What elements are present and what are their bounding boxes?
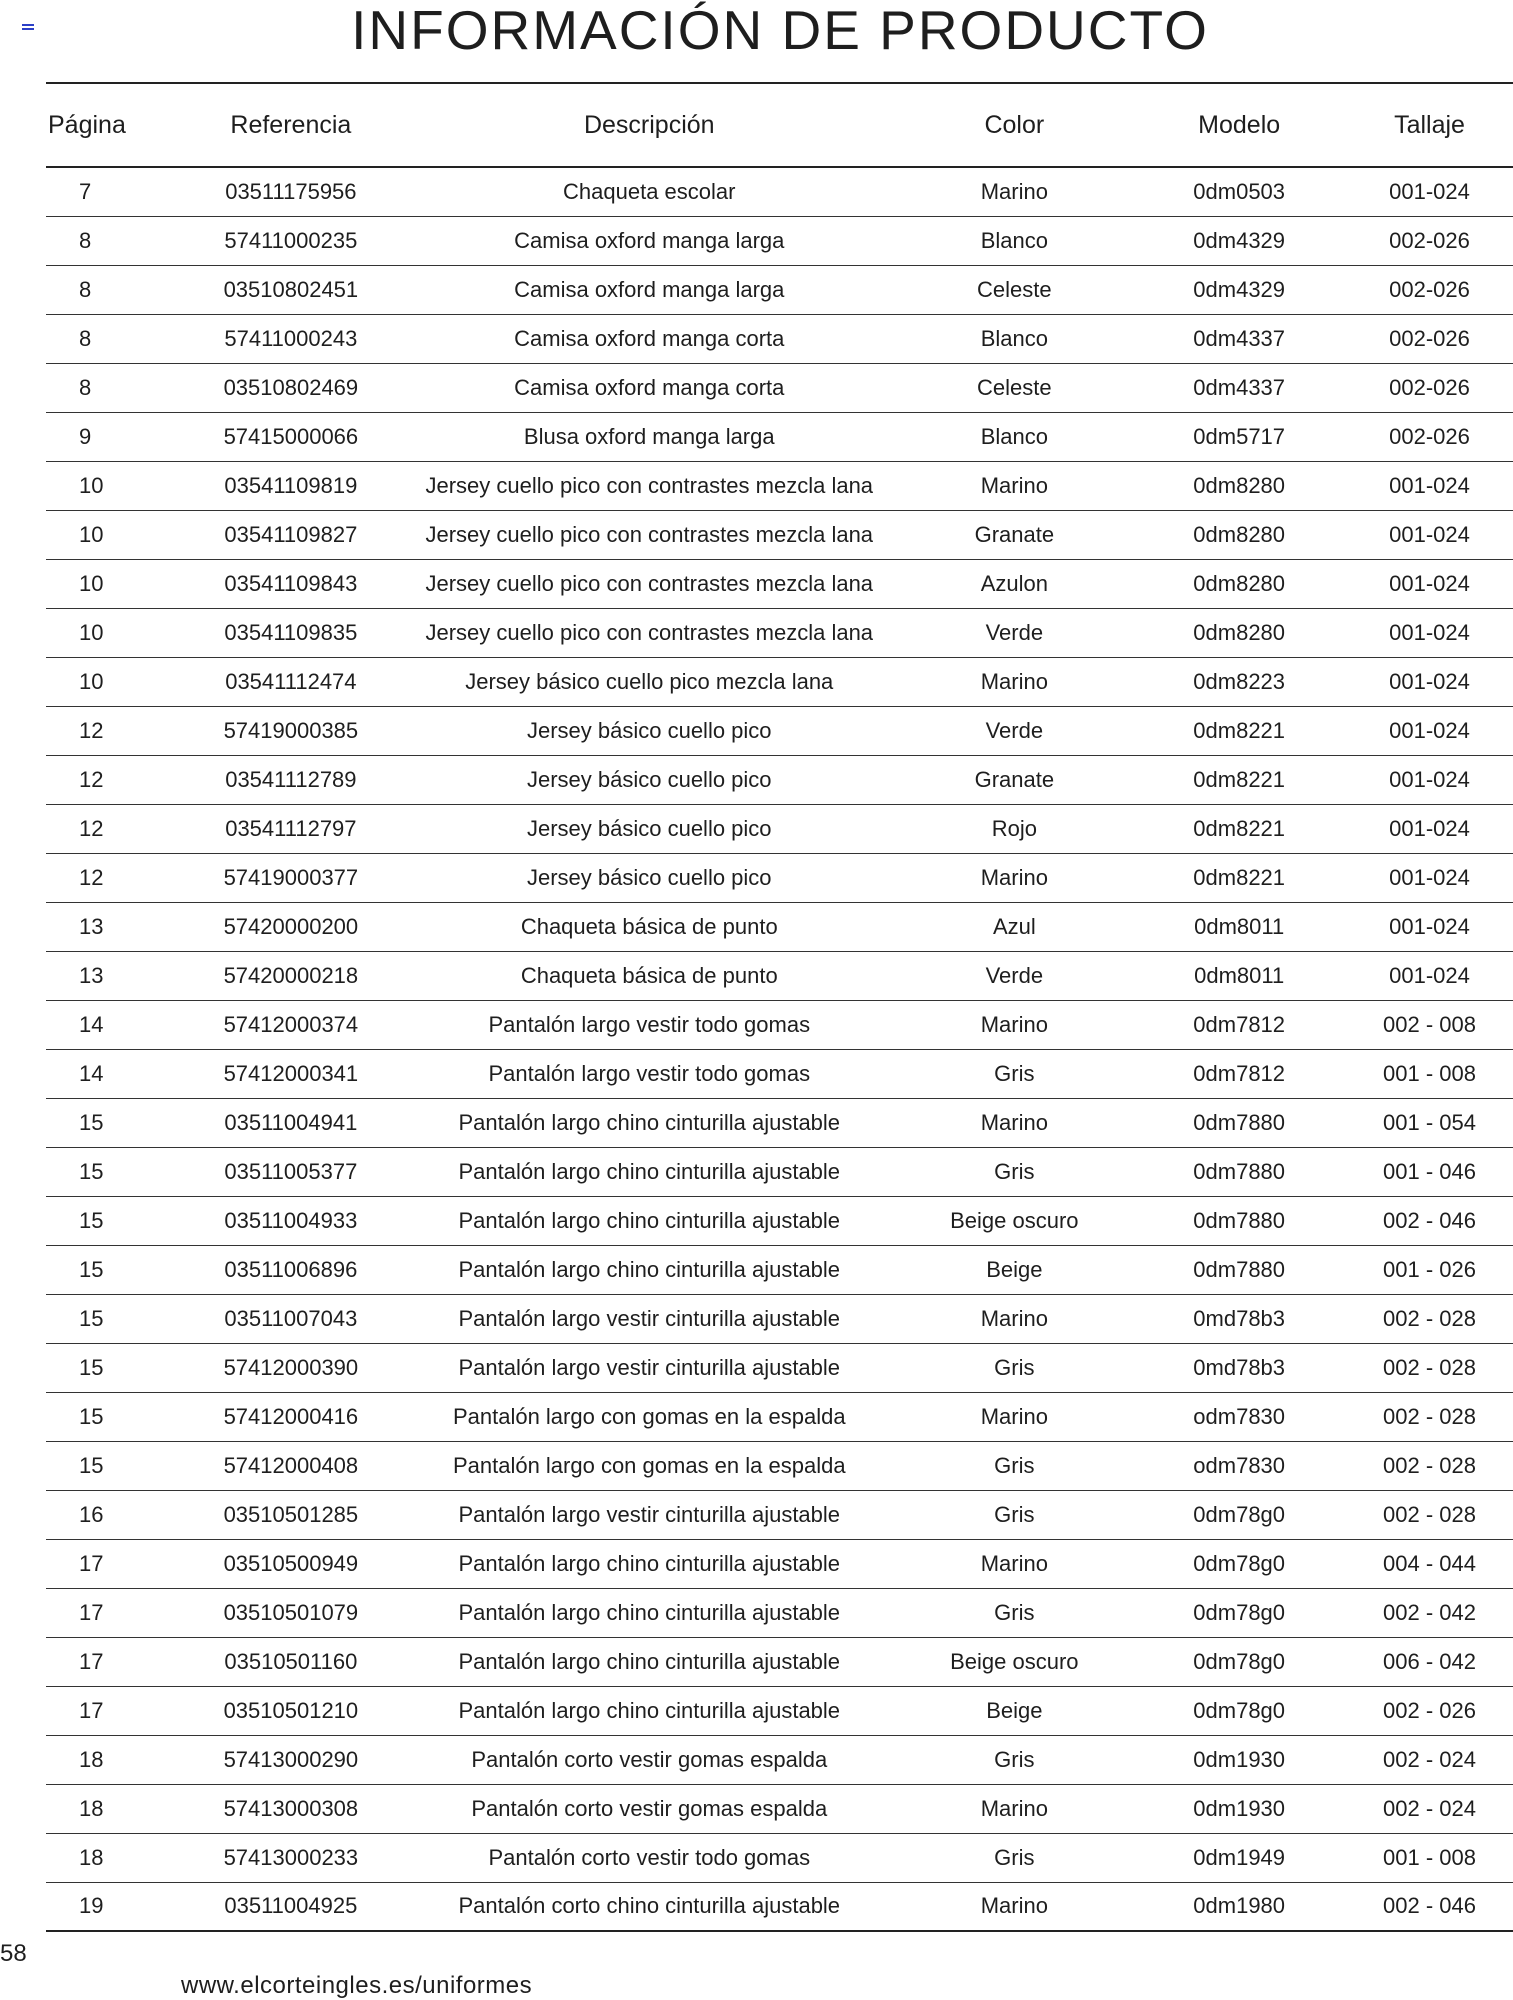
cell-modelo: 0dm8221 bbox=[1193, 864, 1286, 890]
cell-modelo: 0dm78g0 bbox=[1193, 1697, 1286, 1723]
cell-tallaje: 001 - 054 bbox=[1383, 1109, 1476, 1135]
table-row bbox=[46, 412, 1513, 461]
cell-color: Marino bbox=[980, 472, 1048, 498]
cell-tallaje: 001-024 bbox=[1389, 472, 1470, 498]
product-table-container bbox=[46, 82, 1513, 1932]
cell-descripcion: Camisa oxford manga corta bbox=[514, 325, 785, 351]
cell-modelo: 0dm78g0 bbox=[1193, 1599, 1286, 1625]
table-row bbox=[46, 1294, 1513, 1343]
table-row bbox=[46, 510, 1513, 559]
cell-color: Gris bbox=[994, 1746, 1035, 1772]
cell-tallaje: 004 - 044 bbox=[1383, 1550, 1476, 1576]
cell-color: Blanco bbox=[980, 227, 1048, 253]
cell-pagina: 13 bbox=[79, 913, 104, 939]
cell-modelo: 0dm8280 bbox=[1193, 619, 1286, 645]
cell-color: Celeste bbox=[977, 276, 1052, 302]
table-row bbox=[46, 1588, 1513, 1637]
cell-color: Marino bbox=[980, 864, 1048, 890]
header-pagina: Página bbox=[48, 110, 126, 139]
cell-tallaje: 002 - 024 bbox=[1383, 1746, 1476, 1772]
cell-tallaje: 001-024 bbox=[1389, 570, 1470, 596]
cell-color: Marino bbox=[980, 1011, 1048, 1037]
cell-referencia: 57411000243 bbox=[224, 325, 358, 351]
cell-color: Gris bbox=[994, 1844, 1035, 1870]
cell-color: Celeste bbox=[977, 374, 1052, 400]
cell-modelo: 0dm78g0 bbox=[1193, 1550, 1286, 1576]
cell-color: Azulon bbox=[980, 570, 1048, 596]
cell-referencia: 03541109827 bbox=[224, 521, 358, 547]
cell-descripcion: Pantalón corto vestir todo gomas bbox=[488, 1844, 811, 1870]
cell-pagina: 15 bbox=[79, 1452, 104, 1478]
cell-descripcion: Jersey cuello pico con contrastes mezcla lana bbox=[425, 521, 874, 547]
cell-descripcion: Pantalón largo chino cinturilla ajustable bbox=[458, 1207, 841, 1233]
cell-modelo: 0dm8221 bbox=[1193, 815, 1286, 841]
cell-modelo: 0md78b3 bbox=[1193, 1354, 1286, 1380]
cell-tallaje: 002 - 028 bbox=[1383, 1354, 1476, 1380]
table-row bbox=[46, 1098, 1513, 1147]
table-row bbox=[46, 951, 1513, 1000]
cell-modelo: 0dm8223 bbox=[1193, 668, 1286, 694]
cell-referencia: 57413000233 bbox=[223, 1844, 359, 1870]
cell-pagina: 9 bbox=[79, 423, 92, 449]
cell-tallaje: 002-026 bbox=[1389, 227, 1470, 253]
cell-color: Beige oscuro bbox=[950, 1207, 1079, 1233]
cell-referencia: 57412000341 bbox=[223, 1060, 359, 1086]
cell-referencia: 03541109819 bbox=[224, 472, 358, 498]
cell-referencia: 57412000416 bbox=[223, 1403, 359, 1429]
cell-pagina: 17 bbox=[79, 1648, 104, 1674]
cell-color: Marino bbox=[980, 178, 1048, 204]
cell-tallaje: 002 - 046 bbox=[1383, 1207, 1476, 1233]
cell-pagina: 15 bbox=[79, 1354, 104, 1380]
cell-descripcion: Jersey básico cuello pico bbox=[526, 864, 772, 890]
cell-descripcion: Camisa oxford manga larga bbox=[514, 227, 785, 253]
cell-referencia: 03541109835 bbox=[224, 619, 358, 645]
table-row bbox=[46, 1245, 1513, 1294]
cell-color: Verde bbox=[985, 717, 1044, 743]
table-row bbox=[46, 1343, 1513, 1392]
cell-pagina: 8 bbox=[79, 325, 92, 351]
cell-descripcion: Pantalón largo chino cinturilla ajustable bbox=[458, 1648, 841, 1674]
cell-modelo: 0dm4329 bbox=[1193, 227, 1286, 253]
cell-pagina: 18 bbox=[79, 1746, 104, 1772]
cell-tallaje: 001 - 026 bbox=[1383, 1256, 1476, 1282]
cell-tallaje: 006 - 042 bbox=[1383, 1648, 1476, 1674]
cell-tallaje: 001-024 bbox=[1389, 864, 1470, 890]
header-modelo: Modelo bbox=[1198, 110, 1281, 139]
cell-modelo: 0dm1930 bbox=[1193, 1795, 1286, 1821]
cell-color: Granate bbox=[974, 766, 1055, 792]
table-row bbox=[46, 363, 1513, 412]
cell-descripcion: Jersey básico cuello pico bbox=[526, 815, 772, 841]
cell-descripcion: Pantalón largo chino cinturilla ajustable bbox=[458, 1550, 841, 1576]
cell-tallaje: 002 - 008 bbox=[1383, 1011, 1476, 1037]
cell-color: Marino bbox=[980, 1305, 1048, 1331]
cell-color: Marino bbox=[980, 1893, 1048, 1919]
table-row bbox=[46, 1882, 1513, 1931]
cell-modelo: 0dm8011 bbox=[1194, 913, 1285, 939]
cell-descripcion: Pantalón largo chino cinturilla ajustable bbox=[458, 1109, 841, 1135]
cell-descripcion: Jersey básico cuello pico bbox=[526, 717, 772, 743]
cell-modelo: odm7830 bbox=[1193, 1403, 1286, 1429]
cell-referencia: 57412000374 bbox=[223, 1011, 359, 1037]
cell-pagina: 12 bbox=[79, 766, 104, 792]
cell-descripcion: Pantalón largo chino cinturilla ajustable bbox=[458, 1697, 841, 1723]
cell-color: Marino bbox=[980, 1403, 1048, 1429]
cell-color: Beige oscuro bbox=[950, 1648, 1079, 1674]
table-row bbox=[46, 1539, 1513, 1588]
cell-referencia: 57412000408 bbox=[223, 1452, 359, 1478]
cell-tallaje: 002 - 042 bbox=[1383, 1599, 1476, 1625]
cell-referencia: 03510501160 bbox=[224, 1648, 358, 1674]
cell-pagina: 19 bbox=[79, 1893, 104, 1919]
cell-pagina: 8 bbox=[79, 227, 92, 253]
cell-modelo: 0md78b3 bbox=[1193, 1305, 1286, 1331]
cell-color: Blanco bbox=[980, 423, 1048, 449]
cell-tallaje: 002 - 046 bbox=[1383, 1893, 1476, 1919]
cell-descripcion: Blusa oxford manga larga bbox=[523, 423, 775, 449]
cell-pagina: 14 bbox=[79, 1060, 104, 1086]
table-row bbox=[46, 657, 1513, 706]
cell-referencia: 03511004925 bbox=[224, 1893, 358, 1919]
cell-pagina: 15 bbox=[79, 1158, 104, 1184]
cell-referencia: 57413000308 bbox=[223, 1795, 359, 1821]
cell-modelo: 0dm78g0 bbox=[1193, 1648, 1286, 1674]
cell-pagina: 17 bbox=[79, 1697, 104, 1723]
table-row bbox=[46, 1735, 1513, 1784]
cell-pagina: 15 bbox=[79, 1403, 104, 1429]
product-table bbox=[46, 82, 1513, 1932]
table-row bbox=[46, 1147, 1513, 1196]
cell-referencia: 57411000235 bbox=[224, 227, 358, 253]
cell-pagina: 8 bbox=[79, 276, 92, 302]
cell-tallaje: 002 - 028 bbox=[1383, 1305, 1476, 1331]
table-row bbox=[46, 853, 1513, 902]
cell-descripcion: Jersey cuello pico con contrastes mezcla lana bbox=[425, 619, 874, 645]
cell-descripcion: Pantalón largo chino cinturilla ajustable bbox=[458, 1256, 841, 1282]
cell-color: Gris bbox=[994, 1060, 1035, 1086]
cell-referencia: 57412000390 bbox=[223, 1354, 359, 1380]
cell-modelo: 0dm8221 bbox=[1193, 766, 1286, 792]
cell-color: Rojo bbox=[991, 815, 1037, 841]
cell-pagina: 7 bbox=[79, 178, 92, 204]
cell-modelo: 0dm0503 bbox=[1193, 178, 1286, 204]
cell-pagina: 10 bbox=[79, 668, 104, 694]
cell-pagina: 15 bbox=[79, 1256, 104, 1282]
cell-descripcion: Chaqueta básica de punto bbox=[520, 962, 778, 988]
cell-descripcion: Pantalón largo con gomas en la espalda bbox=[452, 1403, 846, 1429]
cell-pagina: 12 bbox=[79, 864, 104, 890]
cell-descripcion: Pantalón largo chino cinturilla ajustable bbox=[458, 1599, 841, 1625]
cell-referencia: 03511005377 bbox=[224, 1158, 358, 1184]
cell-tallaje: 001-024 bbox=[1389, 815, 1470, 841]
table-row bbox=[46, 1784, 1513, 1833]
cell-color: Gris bbox=[994, 1354, 1035, 1380]
cell-referencia: 03510802469 bbox=[223, 374, 359, 400]
cell-tallaje: 001-024 bbox=[1389, 521, 1470, 547]
cell-tallaje: 001-024 bbox=[1389, 766, 1470, 792]
cell-modelo: 0dm7880 bbox=[1193, 1256, 1286, 1282]
cell-modelo: 0dm5717 bbox=[1193, 423, 1286, 449]
cell-modelo: 0dm1930 bbox=[1193, 1746, 1286, 1772]
cell-referencia: 57420000218 bbox=[223, 962, 359, 988]
cell-referencia: 03541112474 bbox=[225, 668, 357, 694]
table-row bbox=[46, 902, 1513, 951]
table-row bbox=[46, 706, 1513, 755]
cell-referencia: 03511006896 bbox=[224, 1256, 358, 1282]
cell-color: Marino bbox=[980, 668, 1048, 694]
cell-descripcion: Camisa oxford manga corta bbox=[514, 374, 785, 400]
cell-descripcion: Camisa oxford manga larga bbox=[514, 276, 785, 302]
cell-pagina: 14 bbox=[79, 1011, 104, 1037]
cell-referencia: 57415000066 bbox=[223, 423, 359, 449]
cell-pagina: 10 bbox=[79, 472, 104, 498]
cell-referencia: 03511004941 bbox=[224, 1109, 358, 1135]
cell-pagina: 15 bbox=[79, 1305, 104, 1331]
table-row bbox=[46, 1637, 1513, 1686]
cell-descripcion: Jersey básico cuello pico bbox=[526, 766, 772, 792]
table-row bbox=[46, 1000, 1513, 1049]
cell-color: Verde bbox=[985, 619, 1044, 645]
table-row bbox=[46, 1686, 1513, 1735]
cell-referencia: 03510802451 bbox=[223, 276, 359, 302]
cell-descripcion: Pantalón corto chino cinturilla ajustable bbox=[458, 1893, 841, 1919]
cell-referencia: 03541112797 bbox=[225, 815, 357, 841]
cell-referencia: 03541112789 bbox=[225, 766, 357, 792]
cell-tallaje: 001-024 bbox=[1389, 178, 1470, 204]
cell-tallaje: 002-026 bbox=[1389, 374, 1470, 400]
cell-color: Azul bbox=[992, 913, 1036, 939]
table-row bbox=[46, 755, 1513, 804]
cell-modelo: 0dm7812 bbox=[1193, 1011, 1286, 1037]
cell-referencia: 03541109843 bbox=[224, 570, 358, 596]
table-row bbox=[46, 804, 1513, 853]
header-referencia: Referencia bbox=[230, 110, 352, 139]
table-row bbox=[46, 216, 1513, 265]
cell-color: Beige bbox=[986, 1256, 1043, 1282]
cell-modelo: 0dm4329 bbox=[1193, 276, 1286, 302]
cell-color: Gris bbox=[994, 1501, 1035, 1527]
cell-referencia: 57419000385 bbox=[223, 717, 359, 743]
cell-referencia: 03510500949 bbox=[223, 1550, 359, 1576]
cell-pagina: 17 bbox=[79, 1550, 104, 1576]
cell-pagina: 15 bbox=[79, 1207, 104, 1233]
cell-tallaje: 001-024 bbox=[1389, 619, 1470, 645]
cell-tallaje: 001 - 046 bbox=[1383, 1158, 1476, 1184]
cell-modelo: 0dm8280 bbox=[1193, 472, 1286, 498]
cell-tallaje: 002-026 bbox=[1389, 325, 1470, 351]
page-title: INFORMACIÓN DE PRODUCTO bbox=[351, 0, 1209, 61]
cell-descripcion: Pantalón largo vestir cinturilla ajustable bbox=[458, 1354, 841, 1380]
table-row bbox=[46, 559, 1513, 608]
cell-color: Gris bbox=[994, 1452, 1035, 1478]
cell-tallaje: 002 - 026 bbox=[1383, 1697, 1476, 1723]
cell-referencia: 57413000290 bbox=[223, 1746, 359, 1772]
table-header-row bbox=[46, 83, 1513, 167]
cell-pagina: 18 bbox=[79, 1844, 104, 1870]
cell-modelo: 0dm8221 bbox=[1193, 717, 1286, 743]
footer-url-link[interactable]: www.elcorteingles.es/uniformes bbox=[181, 1972, 533, 1999]
cell-modelo: odm7830 bbox=[1193, 1452, 1286, 1478]
cell-pagina: 10 bbox=[79, 521, 104, 547]
cell-descripcion: Chaqueta escolar bbox=[563, 178, 736, 204]
cell-modelo: 0dm78g0 bbox=[1193, 1501, 1286, 1527]
cell-pagina: 8 bbox=[79, 374, 92, 400]
table-row bbox=[46, 1833, 1513, 1882]
cell-referencia: 57419000377 bbox=[223, 864, 359, 890]
cell-tallaje: 001-024 bbox=[1389, 668, 1470, 694]
cell-descripcion: Pantalón largo chino cinturilla ajustable bbox=[458, 1158, 841, 1184]
table-row bbox=[46, 314, 1513, 363]
cell-modelo: 0dm8011 bbox=[1194, 962, 1285, 988]
cell-pagina: 12 bbox=[79, 717, 104, 743]
table-row bbox=[46, 461, 1513, 510]
table-row bbox=[46, 1490, 1513, 1539]
cell-referencia: 03511175956 bbox=[225, 178, 357, 204]
cell-tallaje: 001-024 bbox=[1389, 717, 1470, 743]
cell-descripcion: Pantalón largo vestir todo gomas bbox=[488, 1011, 811, 1037]
cell-tallaje: 001-024 bbox=[1389, 913, 1470, 939]
cell-descripcion: Chaqueta básica de punto bbox=[520, 913, 778, 939]
cell-pagina: 18 bbox=[79, 1795, 104, 1821]
cell-tallaje: 002-026 bbox=[1389, 423, 1470, 449]
cell-modelo: 0dm7880 bbox=[1193, 1207, 1286, 1233]
cell-tallaje: 002-026 bbox=[1389, 276, 1470, 302]
cell-modelo: 0dm8280 bbox=[1193, 521, 1286, 547]
cell-tallaje: 002 - 028 bbox=[1383, 1452, 1476, 1478]
cell-descripcion: Pantalón corto vestir gomas espalda bbox=[471, 1795, 828, 1821]
cell-pagina: 17 bbox=[79, 1599, 104, 1625]
cell-pagina: 10 bbox=[79, 570, 104, 596]
cell-tallaje: 002 - 024 bbox=[1383, 1795, 1476, 1821]
table-row bbox=[46, 1196, 1513, 1245]
table-row bbox=[46, 1049, 1513, 1098]
cell-tallaje: 002 - 028 bbox=[1383, 1501, 1476, 1527]
cell-modelo: 0dm8280 bbox=[1193, 570, 1286, 596]
table-body bbox=[46, 167, 1513, 1931]
cell-color: Granate bbox=[974, 521, 1055, 547]
table-row bbox=[46, 1392, 1513, 1441]
cell-descripcion: Pantalón largo con gomas en la espalda bbox=[452, 1452, 846, 1478]
cell-descripcion: Jersey básico cuello pico mezcla lana bbox=[465, 668, 834, 694]
table-row bbox=[46, 167, 1513, 216]
header-tallaje: Tallaje bbox=[1394, 110, 1465, 139]
cell-descripcion: Pantalón largo vestir todo gomas bbox=[488, 1060, 811, 1086]
cell-descripcion: Jersey cuello pico con contrastes mezcla lana bbox=[425, 570, 874, 596]
cell-pagina: 13 bbox=[79, 962, 104, 988]
cell-color: Marino bbox=[980, 1795, 1048, 1821]
cell-modelo: 0dm1980 bbox=[1193, 1893, 1286, 1919]
cell-color: Gris bbox=[994, 1158, 1035, 1184]
cell-color: Marino bbox=[980, 1550, 1048, 1576]
cell-modelo: 0dm7880 bbox=[1193, 1158, 1286, 1184]
table-row bbox=[46, 1441, 1513, 1490]
cell-descripcion: Pantalón largo vestir cinturilla ajustable bbox=[458, 1501, 841, 1527]
cell-modelo: 0dm7812 bbox=[1193, 1060, 1286, 1086]
cell-tallaje: 001 - 008 bbox=[1383, 1060, 1476, 1086]
cell-pagina: 15 bbox=[79, 1109, 104, 1135]
cell-modelo: 0dm4337 bbox=[1193, 374, 1286, 400]
page-number: 58 bbox=[0, 1940, 27, 1967]
cell-color: Beige bbox=[986, 1697, 1043, 1723]
cell-color: Gris bbox=[994, 1599, 1035, 1625]
cell-tallaje: 002 - 028 bbox=[1383, 1403, 1476, 1429]
cell-referencia: 03510501285 bbox=[223, 1501, 359, 1527]
cell-referencia: 03511007043 bbox=[224, 1305, 358, 1331]
cell-color: Marino bbox=[980, 1109, 1048, 1135]
header-color: Color bbox=[984, 110, 1045, 139]
cell-tallaje: 001-024 bbox=[1389, 962, 1470, 988]
header-descripcion: Descripción bbox=[583, 110, 715, 139]
table-row bbox=[46, 265, 1513, 314]
cell-pagina: 16 bbox=[79, 1501, 104, 1527]
cell-pagina: 10 bbox=[79, 619, 104, 645]
cell-modelo: 0dm1949 bbox=[1193, 1844, 1286, 1870]
table-row bbox=[46, 608, 1513, 657]
cell-color: Verde bbox=[985, 962, 1044, 988]
cell-color: Blanco bbox=[980, 325, 1048, 351]
cell-referencia: 57420000200 bbox=[223, 913, 359, 939]
cell-tallaje: 001 - 008 bbox=[1383, 1844, 1476, 1870]
cell-referencia: 03510501079 bbox=[223, 1599, 359, 1625]
cell-descripcion: Pantalón corto vestir gomas espalda bbox=[471, 1746, 828, 1772]
cell-referencia: 03510501210 bbox=[223, 1697, 359, 1723]
cell-pagina: 12 bbox=[79, 815, 104, 841]
cell-referencia: 03511004933 bbox=[224, 1207, 358, 1233]
cell-descripcion: Jersey cuello pico con contrastes mezcla lana bbox=[425, 472, 874, 498]
cell-descripcion: Pantalón largo vestir cinturilla ajustable bbox=[458, 1305, 841, 1331]
cell-modelo: 0dm4337 bbox=[1193, 325, 1286, 351]
cell-modelo: 0dm7880 bbox=[1193, 1109, 1286, 1135]
